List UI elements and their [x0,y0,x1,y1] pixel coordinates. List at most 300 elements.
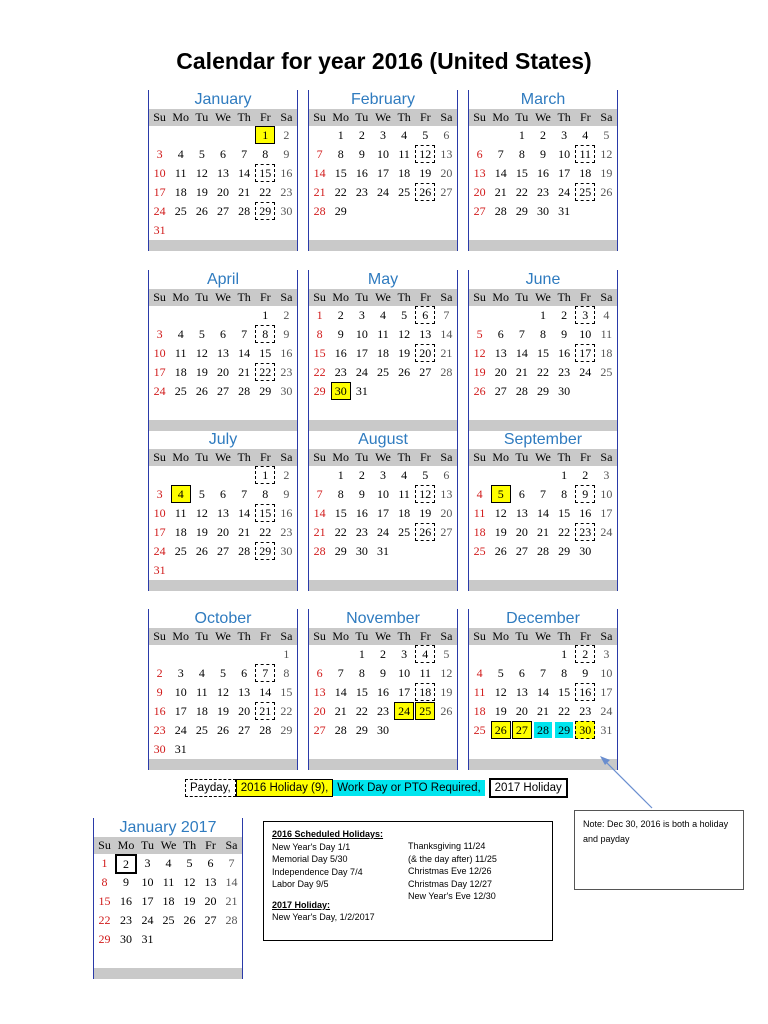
empty-cell [255,561,276,580]
empty-cell [554,561,575,580]
empty-cell [415,542,436,561]
day-cell: 5 [443,647,450,661]
weekday-header: Su [309,628,330,645]
day-cell: 4 [603,308,610,322]
empty-cell [170,561,191,580]
day-cell: 30 [280,204,293,218]
day-cell: 27 [440,525,453,539]
day-cell: 28 [515,384,528,398]
day-cell: 8 [358,666,365,680]
month-january-2017 [93,818,243,979]
empty-cell [372,202,393,221]
weekday-header: Th [234,628,255,645]
weekday-header: Sa [221,837,242,854]
weekday-header: Sa [596,628,617,645]
day-cell: 22 [515,185,528,199]
day-cell: 7 [539,487,546,501]
day-cell: 27 [313,723,326,737]
day-cell: 2 [283,128,290,142]
empty-cell [212,561,233,580]
empty-cell [469,466,490,485]
day-cell: 22 [558,525,571,539]
empty-cell [554,401,575,420]
day-cell: 28 [313,204,326,218]
day-cell: 15 [334,166,347,180]
day-cell: 12 [398,327,411,341]
empty-cell [490,740,511,759]
empty-cell [372,221,393,240]
day-cell: 18 [415,683,436,702]
day-cell: 29 [313,384,326,398]
day-cell: 1 [262,308,269,322]
day-cell: 2 [337,308,344,322]
month-footer-bar [309,759,457,770]
day-cell: 7 [316,147,323,161]
day-cell: 18 [195,704,208,718]
day-cell: 27 [511,721,532,740]
month-october [148,609,298,770]
day-cell: 13 [440,487,453,501]
day-cell: 17 [600,506,613,520]
weekday-header: Sa [276,449,297,466]
day-cell: 13 [216,346,229,360]
month-name: May [367,271,399,288]
day-cell: 30 [280,544,293,558]
empty-cell [490,221,511,240]
day-cell: 24 [579,365,592,379]
legend-2017-holiday: 2017 Holiday [489,778,568,798]
empty-cell [309,221,330,240]
weekday-header: Mo [490,289,511,306]
day-cell: 18 [174,365,187,379]
day-cell: 30 [280,384,293,398]
weekday-header: Th [554,449,575,466]
weekday-header: We [532,449,553,466]
day-cell: 28 [440,365,453,379]
empty-cell [596,202,617,221]
empty-cell [191,466,212,485]
empty-cell [276,221,297,240]
day-cell: 12 [195,506,208,520]
empty-cell [596,542,617,561]
day-cell: 14 [238,506,251,520]
day-cell: 16 [558,346,571,360]
empty-cell [200,949,221,968]
day-cell: 16 [376,685,389,699]
day-cell: 5 [198,327,205,341]
day-cell: 8 [262,487,269,501]
day-cell: 1 [316,308,323,322]
legend-holiday: 2016 Holiday (9), [236,779,334,797]
day-cell: 20 [313,704,326,718]
day-cell: 21 [255,702,276,721]
day-cell: 15 [259,346,272,360]
day-cell: 6 [443,128,450,142]
day-cell: 8 [316,327,323,341]
day-cell: 10 [355,327,368,341]
day-cell: 3 [603,647,610,661]
day-cell: 16 [280,346,293,360]
day-cell: 14 [225,875,238,889]
weekday-header: We [212,289,233,306]
empty-cell [511,561,532,580]
day-cell: 10 [558,147,571,161]
day-cell: 30 [575,721,596,740]
day-cell: 2 [156,666,163,680]
weekday-header: Tu [191,109,212,126]
day-cell: 11 [196,685,208,699]
day-cell: 3 [358,308,365,322]
day-cell: 11 [398,147,410,161]
day-cell: 7 [497,147,504,161]
day-cell: 9 [156,685,163,699]
empty-cell [436,561,457,580]
day-cell: 29 [334,204,347,218]
day-cell: 21 [536,525,549,539]
empty-cell [330,401,351,420]
empty-cell [436,542,457,561]
empty-cell [532,561,553,580]
weekday-header: Th [234,109,255,126]
day-cell: 29 [355,723,368,737]
day-cell: 13 [216,506,229,520]
day-cell: 16 [575,683,596,702]
empty-cell [330,221,351,240]
day-cell: 10 [153,166,166,180]
day-cell: 6 [207,856,214,870]
weekday-header: We [212,449,233,466]
empty-cell [170,401,191,420]
day-cell: 29 [259,384,272,398]
month-may [308,270,458,431]
empty-cell [149,401,170,420]
weekday-header: Mo [330,628,351,645]
day-cell: 5 [186,856,193,870]
weekday-header: Tu [511,628,532,645]
day-cell: 11 [473,685,486,699]
day-cell: 17 [600,685,613,699]
weekday-header: We [212,109,233,126]
day-cell: 9 [575,485,596,504]
empty-cell [255,401,276,420]
month-name: February [350,91,416,108]
day-cell: 5 [490,485,511,504]
legend [185,778,568,798]
day-cell: 29 [98,932,111,946]
day-cell: 6 [443,468,450,482]
day-cell: 12 [415,145,436,164]
day-cell: 18 [398,166,411,180]
day-cell: 12 [600,147,613,161]
day-cell: 3 [156,487,163,501]
day-cell: 5 [198,147,205,161]
day-cell: 1 [337,128,344,142]
empty-cell [575,401,596,420]
day-cell: 4 [476,487,483,501]
day-cell: 26 [473,384,486,398]
month-name: October [194,610,252,627]
day-cell: 24 [394,702,415,721]
day-cell: 13 [494,346,507,360]
day-cell: 20 [216,365,229,379]
day-cell: 12 [415,485,436,504]
empty-cell [179,949,200,968]
empty-cell [149,645,170,664]
day-cell: 22 [280,704,293,718]
weekday-header: We [532,628,553,645]
day-cell: 17 [153,185,166,199]
day-cell: 22 [259,185,272,199]
month-name: November [346,610,420,627]
weekday-header: Mo [170,449,191,466]
day-cell: 9 [283,147,290,161]
weekday-header: Su [149,628,170,645]
empty-cell [469,645,490,664]
empty-cell [191,645,212,664]
day-cell: 19 [216,704,229,718]
day-cell: 3 [603,468,610,482]
empty-cell [276,740,297,759]
day-cell: 12 [195,346,208,360]
empty-cell [575,202,596,221]
day-cell: 30 [536,204,549,218]
weekday-header: Mo [490,449,511,466]
empty-cell [415,401,436,420]
day-cell: 5 [603,128,610,142]
empty-cell [212,645,233,664]
day-cell: 28 [225,913,238,927]
empty-cell [596,561,617,580]
day-cell: 2 [358,468,365,482]
day-cell: 9 [337,327,344,341]
day-cell: 8 [283,666,290,680]
day-cell: 6 [497,327,504,341]
day-cell: 2 [539,128,546,142]
day-cell: 2 [561,308,568,322]
day-cell: 17 [355,346,368,360]
day-cell: 10 [376,147,389,161]
legend-workday: Work Day or PTO Required, [333,780,484,796]
day-cell: 13 [419,327,432,341]
empty-cell [234,126,255,145]
weekday-header: Fr [415,628,436,645]
day-cell: 18 [174,525,187,539]
empty-cell [490,306,511,325]
day-cell: 1 [283,647,290,661]
day-cell: 4 [177,327,184,341]
holiday-line: New Year's Eve 12/30 [408,891,496,901]
weekday-header: Sa [596,449,617,466]
empty-cell [469,126,490,145]
day-cell: 21 [515,365,528,379]
day-cell: 26 [398,365,411,379]
month-november [308,609,458,770]
day-cell: 25 [600,365,613,379]
day-cell: 11 [600,327,613,341]
weekday-header: Tu [351,449,372,466]
day-cell: 22 [255,363,276,382]
empty-cell [191,126,212,145]
month-footer-bar [469,759,617,770]
day-cell: 6 [219,487,226,501]
day-cell: 1 [561,468,568,482]
day-cell: 10 [174,685,187,699]
weekday-header: Th [394,109,415,126]
day-cell: 4 [401,128,408,142]
day-cell: 14 [440,327,453,341]
weekday-header: We [532,289,553,306]
day-cell: 25 [415,702,436,721]
day-cell: 15 [355,685,368,699]
day-cell: 8 [255,325,276,344]
weekday-header: Tu [191,289,212,306]
day-cell: 19 [419,506,432,520]
day-cell: 3 [156,147,163,161]
day-cell: 11 [377,327,389,341]
weekday-header: Tu [351,109,372,126]
weekday-header: Tu [351,289,372,306]
day-cell: 15 [98,894,111,908]
day-cell: 3 [561,128,568,142]
day-cell: 20 [216,525,229,539]
empty-cell [191,221,212,240]
day-cell: 23 [355,185,368,199]
weekday-header: Sa [596,289,617,306]
day-cell: 3 [401,647,408,661]
day-cell: 14 [313,506,326,520]
weekday-header: Mo [490,628,511,645]
day-cell: 9 [123,875,129,889]
empty-cell [490,561,511,580]
day-cell: 16 [280,506,293,520]
day-cell: 13 [515,506,528,520]
day-cell: 4 [401,468,408,482]
day-cell: 28 [494,204,507,218]
empty-cell [200,930,221,949]
empty-cell [415,382,436,401]
day-cell: 18 [579,166,592,180]
day-cell: 26 [183,913,196,927]
day-cell: 1 [561,647,568,661]
day-cell: 29 [558,544,571,558]
day-cell: 25 [473,544,486,558]
weekday-header: Th [554,109,575,126]
day-cell: 7 [241,147,248,161]
day-cell: 18 [600,346,613,360]
day-cell: 22 [313,365,326,379]
empty-cell [191,401,212,420]
day-cell: 9 [539,147,546,161]
day-cell: 30 [330,382,351,401]
empty-cell [596,221,617,240]
day-cell: 11 [162,875,175,889]
day-cell: 6 [316,666,323,680]
empty-cell [351,221,372,240]
day-cell: 28 [536,544,549,558]
day-cell: 13 [216,166,229,180]
day-cell: 6 [219,327,226,341]
day-cell: 25 [174,204,187,218]
day-cell: 6 [241,666,248,680]
day-cell: 28 [259,723,272,737]
day-cell: 25 [398,185,411,199]
day-cell: 29 [255,542,276,561]
legend-payday: Payday, [185,779,236,797]
day-cell: 18 [162,894,175,908]
month-name: June [525,271,561,288]
day-cell: 7 [241,327,248,341]
day-cell: 24 [376,525,389,539]
empty-cell [351,740,372,759]
day-cell: 31 [355,384,368,398]
day-cell: 15 [313,346,326,360]
day-cell: 2 [283,308,290,322]
empty-cell [394,401,415,420]
empty-cell [415,740,436,759]
empty-cell [372,740,393,759]
day-cell: 27 [494,384,507,398]
empty-cell [490,645,511,664]
empty-cell [330,740,351,759]
empty-cell [554,221,575,240]
holiday-line: Thanksgiving 11/24 [408,841,486,851]
day-cell: 28 [238,544,251,558]
day-cell: 25 [195,723,208,737]
day-cell: 1 [358,647,365,661]
day-cell: 31 [600,723,613,737]
day-cell: 23 [120,913,132,927]
day-cell: 13 [313,685,326,699]
day-cell: 6 [219,147,226,161]
day-cell: 24 [141,913,154,927]
day-cell: 10 [141,875,154,889]
day-cell: 17 [153,365,166,379]
empty-cell [469,306,490,325]
empty-cell [212,466,233,485]
empty-cell [415,721,436,740]
weekday-header: Su [309,289,330,306]
empty-cell [532,466,553,485]
day-cell: 3 [575,306,596,325]
day-cell: 26 [195,544,208,558]
day-cell: 26 [415,523,436,542]
month-footer-bar [469,240,617,251]
day-cell: 8 [539,327,546,341]
day-cell: 10 [398,666,411,680]
day-cell: 30 [153,742,166,756]
day-cell: 24 [600,525,613,539]
day-cell: 7 [518,327,525,341]
weekday-header: Th [234,449,255,466]
day-cell: 15 [280,685,293,699]
empty-cell [255,645,276,664]
day-cell: 26 [490,721,511,740]
day-cell: 4 [177,147,184,161]
day-cell: 7 [241,487,248,501]
empty-cell [309,401,330,420]
day-cell: 30 [376,723,389,737]
day-cell: 4 [165,856,172,870]
day-cell: 20 [440,506,453,520]
day-cell: 24 [153,384,166,398]
day-cell: 23 [153,723,166,737]
empty-cell [212,126,233,145]
day-cell: 14 [515,346,528,360]
day-cell: 4 [476,666,483,680]
day-cell: 27 [216,544,229,558]
weekday-header: Th [394,449,415,466]
day-cell: 12 [494,506,507,520]
